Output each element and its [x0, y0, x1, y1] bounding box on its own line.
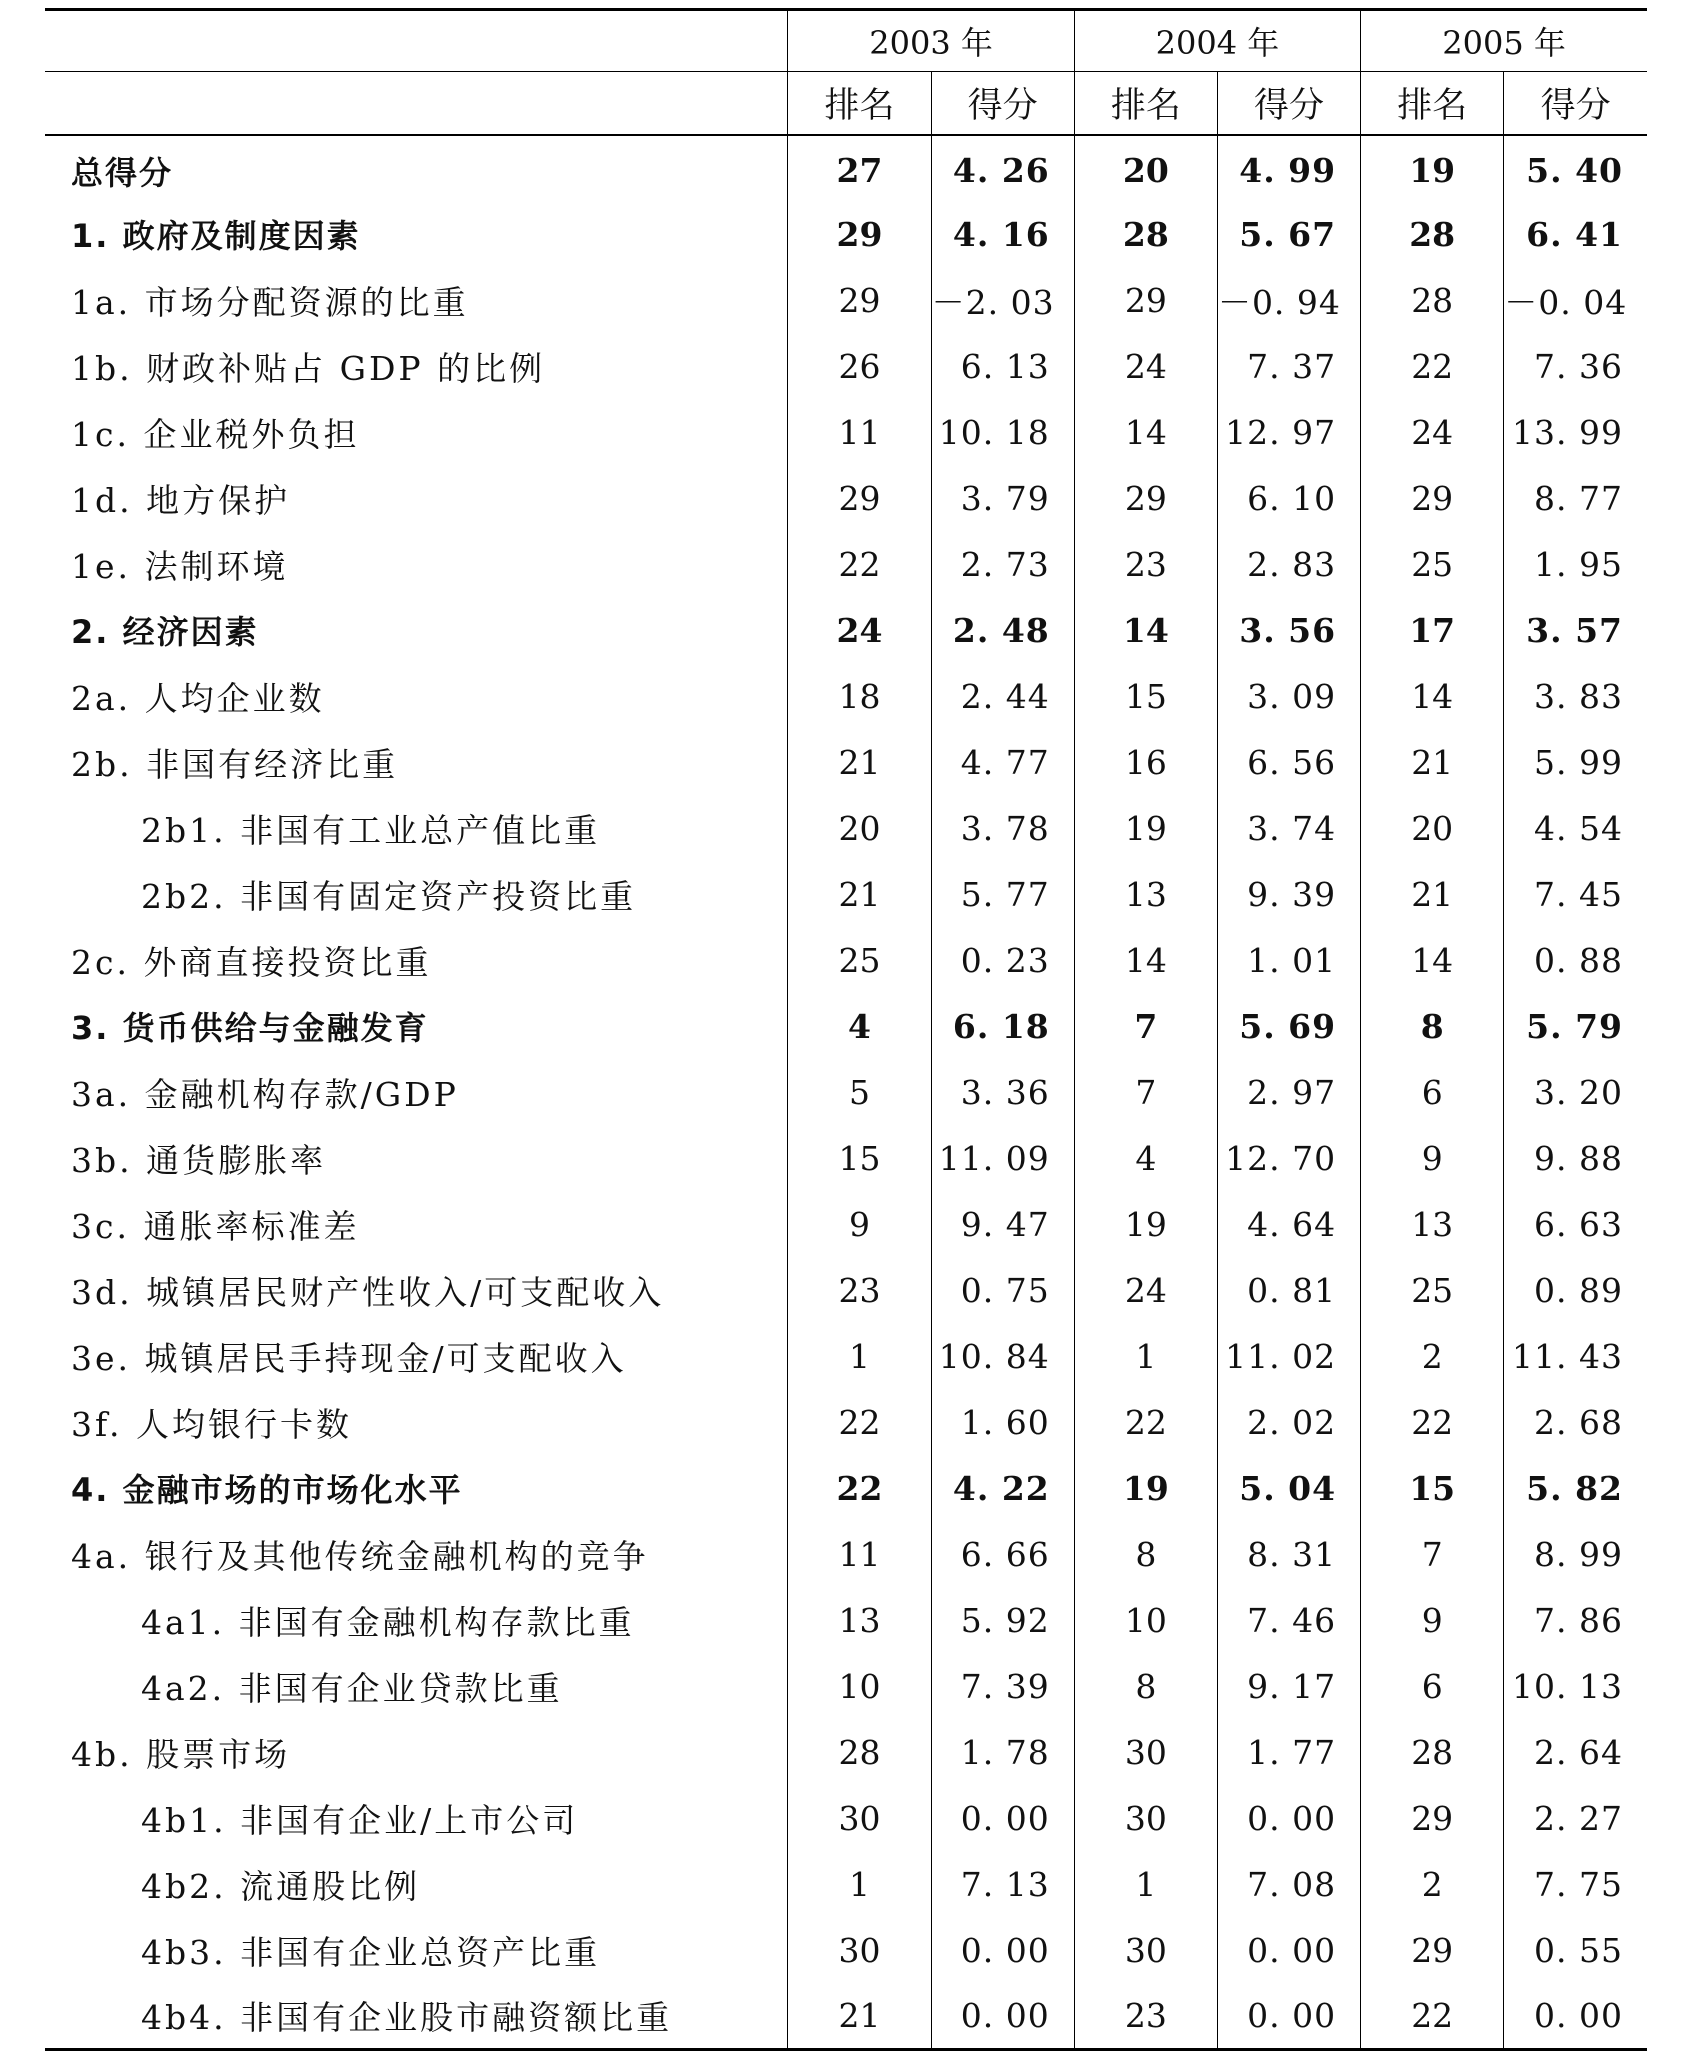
- rank-cell: 22: [788, 1455, 931, 1521]
- rank-cell: 26: [788, 333, 931, 399]
- score-cell: 0. 88: [1504, 927, 1647, 993]
- row-label: 4a1. 非国有金融机构存款比重: [141, 1602, 635, 1642]
- rank-cell: 9: [1361, 1125, 1504, 1191]
- rank-cell: 4: [1074, 1125, 1217, 1191]
- rank-cell: 22: [1074, 1389, 1217, 1455]
- score-cell: 11. 43: [1504, 1323, 1647, 1389]
- row-label: 3d. 城镇居民财产性收入/可支配收入: [71, 1272, 665, 1312]
- rank-cell: 1: [788, 1851, 931, 1917]
- rank-cell: 30: [1074, 1917, 1217, 1983]
- rank-cell: 20: [1074, 135, 1217, 201]
- row-label: 1. 政府及制度因素: [71, 217, 361, 255]
- rank-cell: 23: [1074, 531, 1217, 597]
- rank-cell: 15: [1074, 663, 1217, 729]
- score-cell: 2. 27: [1504, 1785, 1647, 1851]
- rank-cell: 30: [1074, 1785, 1217, 1851]
- score-cell: 5. 69: [1217, 993, 1360, 1059]
- score-cell: 10. 13: [1504, 1653, 1647, 1719]
- score-cell: 9. 88: [1504, 1125, 1647, 1191]
- row-label: 3. 货币供给与金融发育: [71, 1009, 429, 1047]
- table-row: [45, 663, 1647, 729]
- score-cell: 7. 37: [1217, 333, 1360, 399]
- score-cell: 4. 54: [1504, 795, 1647, 861]
- table-row: [45, 1785, 1647, 1851]
- row-label: 1e. 法制环境: [71, 546, 289, 586]
- rank-cell: 28: [1074, 201, 1217, 267]
- table-row: [45, 399, 1647, 465]
- subheader-rank: 排名: [1074, 72, 1217, 136]
- row-label: 3c. 通胀率标准差: [71, 1206, 360, 1246]
- score-cell: 0. 00: [1217, 1917, 1360, 1983]
- rank-cell: 1: [1074, 1851, 1217, 1917]
- score-table-container: [45, 8, 1647, 2051]
- rank-cell: 27: [788, 135, 931, 201]
- rank-cell: 21: [788, 729, 931, 795]
- rank-cell: 19: [1361, 135, 1504, 201]
- score-cell: 11. 09: [931, 1125, 1074, 1191]
- table-row: [45, 135, 1647, 201]
- row-label: 1c. 企业税外负担: [71, 414, 360, 454]
- score-cell: 0. 00: [1217, 1785, 1360, 1851]
- table-row: [45, 1521, 1647, 1587]
- row-label: 3f. 人均银行卡数: [71, 1404, 353, 1444]
- rank-cell: 24: [1074, 1257, 1217, 1323]
- table-row: [45, 1653, 1647, 1719]
- score-cell: 1. 77: [1217, 1719, 1360, 1785]
- score-cell: 5. 67: [1217, 201, 1360, 267]
- table-row: [45, 993, 1647, 1059]
- rank-cell: 25: [788, 927, 931, 993]
- rank-cell: 21: [1361, 729, 1504, 795]
- rank-cell: 6: [1361, 1059, 1504, 1125]
- header-corner: [45, 10, 788, 72]
- score-cell: 3. 56: [1217, 597, 1360, 663]
- table-row: [45, 1389, 1647, 1455]
- score-cell: 10. 84: [931, 1323, 1074, 1389]
- rank-cell: 11: [788, 1521, 931, 1587]
- rank-cell: 9: [788, 1191, 931, 1257]
- rank-cell: 5: [788, 1059, 931, 1125]
- rank-cell: 10: [788, 1653, 931, 1719]
- rank-cell: 29: [788, 201, 931, 267]
- rank-cell: 19: [1074, 1455, 1217, 1521]
- row-label: 2b1. 非国有工业总产值比重: [141, 810, 601, 850]
- rank-cell: 29: [788, 465, 931, 531]
- score-cell: 4. 16: [931, 201, 1074, 267]
- rank-cell: 21: [788, 1983, 931, 2049]
- score-cell: 7. 13: [931, 1851, 1074, 1917]
- table-header: [45, 10, 1647, 136]
- rank-cell: 21: [1361, 861, 1504, 927]
- score-cell: 3. 36: [931, 1059, 1074, 1125]
- row-label: 4b2. 流通股比例: [141, 1866, 421, 1906]
- table-row: [45, 465, 1647, 531]
- rank-cell: 17: [1361, 597, 1504, 663]
- year-header-2004: 2004 年: [1074, 10, 1360, 72]
- score-cell: 12. 70: [1217, 1125, 1360, 1191]
- rank-cell: 14: [1361, 663, 1504, 729]
- score-cell: 11. 02: [1217, 1323, 1360, 1389]
- rank-cell: 2: [1361, 1851, 1504, 1917]
- score-cell: －0. 04: [1504, 267, 1647, 333]
- table-row: [45, 1587, 1647, 1653]
- score-cell: 2. 97: [1217, 1059, 1360, 1125]
- rank-cell: 24: [788, 597, 931, 663]
- row-label: 4a2. 非国有企业贷款比重: [141, 1668, 563, 1708]
- rank-cell: 29: [1361, 1785, 1504, 1851]
- rank-cell: 14: [1074, 597, 1217, 663]
- subheader-score: 得分: [1504, 72, 1647, 136]
- rank-cell: 30: [788, 1917, 931, 1983]
- table-row: [45, 861, 1647, 927]
- rank-cell: 13: [1361, 1191, 1504, 1257]
- row-label: 1b. 财政补贴占 GDP 的比例: [71, 348, 546, 388]
- row-label: 4a. 银行及其他传统金融机构的竞争: [71, 1536, 649, 1576]
- rank-cell: 13: [788, 1587, 931, 1653]
- rank-cell: 28: [1361, 267, 1504, 333]
- table-row: [45, 1917, 1647, 1983]
- rank-cell: 28: [1361, 201, 1504, 267]
- rank-cell: 28: [1361, 1719, 1504, 1785]
- score-cell: 2. 64: [1504, 1719, 1647, 1785]
- table-row: [45, 333, 1647, 399]
- score-cell: 5. 79: [1504, 993, 1647, 1059]
- score-cell: 5. 82: [1504, 1455, 1647, 1521]
- table-row: [45, 729, 1647, 795]
- table-row: [45, 1719, 1647, 1785]
- rank-cell: 8: [1361, 993, 1504, 1059]
- score-cell: 13. 99: [1504, 399, 1647, 465]
- rank-cell: 22: [788, 1389, 931, 1455]
- score-cell: 12. 97: [1217, 399, 1360, 465]
- rank-cell: 15: [788, 1125, 931, 1191]
- score-cell: 0. 00: [931, 1917, 1074, 1983]
- score-cell: 4. 77: [931, 729, 1074, 795]
- rank-cell: 22: [1361, 333, 1504, 399]
- score-cell: 2. 83: [1217, 531, 1360, 597]
- table-row: [45, 1851, 1647, 1917]
- score-cell: 6. 13: [931, 333, 1074, 399]
- rank-cell: 8: [1074, 1521, 1217, 1587]
- table-row: [45, 1455, 1647, 1521]
- table-row: [45, 597, 1647, 663]
- score-cell: 3. 57: [1504, 597, 1647, 663]
- table-row: [45, 1323, 1647, 1389]
- rank-cell: 29: [1074, 465, 1217, 531]
- rank-cell: 20: [788, 795, 931, 861]
- row-label: 4b4. 非国有企业股市融资额比重: [141, 1997, 673, 2037]
- row-label: 3a. 金融机构存款/GDP: [71, 1074, 459, 1114]
- rank-cell: 29: [1074, 267, 1217, 333]
- score-cell: 2. 73: [931, 531, 1074, 597]
- table-row: [45, 1257, 1647, 1323]
- subheader-score: 得分: [1217, 72, 1360, 136]
- rank-cell: 14: [1361, 927, 1504, 993]
- table-body: [45, 135, 1647, 2049]
- score-cell: 0. 00: [1217, 1983, 1360, 2049]
- score-cell: 1. 60: [931, 1389, 1074, 1455]
- table-row: [45, 531, 1647, 597]
- subheader-row: [45, 72, 1647, 136]
- year-header-row: [45, 10, 1647, 72]
- rank-cell: 13: [1074, 861, 1217, 927]
- table-row: [45, 1191, 1647, 1257]
- table-row: [45, 1125, 1647, 1191]
- score-cell: 5. 99: [1504, 729, 1647, 795]
- score-cell: 7. 36: [1504, 333, 1647, 399]
- rank-cell: 6: [1361, 1653, 1504, 1719]
- score-cell: 7. 08: [1217, 1851, 1360, 1917]
- rank-cell: 23: [788, 1257, 931, 1323]
- score-cell: 2. 68: [1504, 1389, 1647, 1455]
- rank-cell: 18: [788, 663, 931, 729]
- score-cell: －2. 03: [931, 267, 1074, 333]
- score-cell: 4. 26: [931, 135, 1074, 201]
- score-cell: 9. 17: [1217, 1653, 1360, 1719]
- rank-cell: 7: [1074, 993, 1217, 1059]
- score-cell: 2. 02: [1217, 1389, 1360, 1455]
- score-cell: 5. 77: [931, 861, 1074, 927]
- score-cell: 7. 75: [1504, 1851, 1647, 1917]
- score-cell: 3. 20: [1504, 1059, 1647, 1125]
- row-label: 1a. 市场分配资源的比重: [71, 282, 469, 322]
- row-label: 3b. 通货膨胀率: [71, 1140, 327, 1180]
- rank-cell: 22: [1361, 1389, 1504, 1455]
- rank-cell: 9: [1361, 1587, 1504, 1653]
- score-cell: 3. 74: [1217, 795, 1360, 861]
- rank-cell: 29: [788, 267, 931, 333]
- score-cell: 0. 89: [1504, 1257, 1647, 1323]
- rank-cell: 1: [788, 1323, 931, 1389]
- subheader-corner: [45, 72, 788, 136]
- score-cell: 5. 40: [1504, 135, 1647, 201]
- row-label: 4b1. 非国有企业/上市公司: [141, 1800, 579, 1840]
- row-label: 4. 金融市场的市场化水平: [71, 1471, 463, 1509]
- score-cell: 10. 18: [931, 399, 1074, 465]
- row-label: 总得分: [71, 153, 174, 192]
- rank-cell: 20: [1361, 795, 1504, 861]
- rank-cell: 10: [1074, 1587, 1217, 1653]
- rank-cell: 23: [1074, 1983, 1217, 2049]
- rank-cell: 21: [788, 861, 931, 927]
- score-cell: 9. 39: [1217, 861, 1360, 927]
- score-cell: 3. 79: [931, 465, 1074, 531]
- score-cell: 8. 77: [1504, 465, 1647, 531]
- rank-cell: 8: [1074, 1653, 1217, 1719]
- row-label: 3e. 城镇居民手持现金/可支配收入: [71, 1338, 627, 1378]
- row-label: 4b. 股票市场: [71, 1734, 291, 1774]
- rank-cell: 1: [1074, 1323, 1217, 1389]
- rank-cell: 19: [1074, 795, 1217, 861]
- score-cell: 0. 75: [931, 1257, 1074, 1323]
- score-cell: 7. 39: [931, 1653, 1074, 1719]
- score-cell: 6. 18: [931, 993, 1074, 1059]
- table-row: [45, 1983, 1647, 2049]
- rank-cell: 25: [1361, 1257, 1504, 1323]
- table-row: [45, 795, 1647, 861]
- score-cell: 8. 99: [1504, 1521, 1647, 1587]
- score-cell: 9. 47: [931, 1191, 1074, 1257]
- rank-cell: 7: [1074, 1059, 1217, 1125]
- score-cell: 6. 41: [1504, 201, 1647, 267]
- score-cell: 6. 63: [1504, 1191, 1647, 1257]
- rank-cell: 7: [1361, 1521, 1504, 1587]
- rank-cell: 28: [788, 1719, 931, 1785]
- rank-cell: 22: [788, 531, 931, 597]
- rank-cell: 15: [1361, 1455, 1504, 1521]
- score-cell: 5. 92: [931, 1587, 1074, 1653]
- rank-cell: 16: [1074, 729, 1217, 795]
- table-row: [45, 201, 1647, 267]
- table-row: [45, 267, 1647, 333]
- score-cell: 6. 10: [1217, 465, 1360, 531]
- score-cell: 1. 95: [1504, 531, 1647, 597]
- rank-cell: 24: [1361, 399, 1504, 465]
- row-label: 2b2. 非国有固定资产投资比重: [141, 876, 637, 916]
- table-row: [45, 927, 1647, 993]
- row-label: 2c. 外商直接投资比重: [71, 942, 432, 982]
- score-cell: 8. 31: [1217, 1521, 1360, 1587]
- score-cell: 7. 46: [1217, 1587, 1360, 1653]
- rank-cell: 25: [1361, 531, 1504, 597]
- rank-cell: 24: [1074, 333, 1217, 399]
- subheader-rank: 排名: [788, 72, 931, 136]
- year-header-2005: 2005 年: [1361, 10, 1647, 72]
- score-cell: 3. 83: [1504, 663, 1647, 729]
- rank-cell: 29: [1361, 465, 1504, 531]
- score-cell: 0. 81: [1217, 1257, 1360, 1323]
- rank-cell: 4: [788, 993, 931, 1059]
- score-cell: 3. 09: [1217, 663, 1360, 729]
- score-cell: 6. 66: [931, 1521, 1074, 1587]
- row-label: 1d. 地方保护: [71, 480, 291, 520]
- score-cell: 4. 64: [1217, 1191, 1360, 1257]
- row-label: 2a. 人均企业数: [71, 678, 325, 718]
- score-cell: 5. 04: [1217, 1455, 1360, 1521]
- table-row: [45, 1059, 1647, 1125]
- rank-cell: 14: [1074, 399, 1217, 465]
- score-cell: 7. 86: [1504, 1587, 1647, 1653]
- score-cell: 0. 00: [931, 1983, 1074, 2049]
- score-cell: －0. 94: [1217, 267, 1360, 333]
- subheader-score: 得分: [931, 72, 1074, 136]
- score-cell: 4. 99: [1217, 135, 1360, 201]
- row-label: 2b. 非国有经济比重: [71, 744, 399, 784]
- score-table: [45, 8, 1647, 2051]
- rank-cell: 30: [788, 1785, 931, 1851]
- subheader-rank: 排名: [1361, 72, 1504, 136]
- rank-cell: 2: [1361, 1323, 1504, 1389]
- score-cell: 2. 48: [931, 597, 1074, 663]
- score-cell: 4. 22: [931, 1455, 1074, 1521]
- score-cell: 0. 23: [931, 927, 1074, 993]
- rank-cell: 29: [1361, 1917, 1504, 1983]
- score-cell: 0. 55: [1504, 1917, 1647, 1983]
- rank-cell: 11: [788, 399, 931, 465]
- rank-cell: 14: [1074, 927, 1217, 993]
- score-cell: 1. 01: [1217, 927, 1360, 993]
- score-cell: 6. 56: [1217, 729, 1360, 795]
- score-cell: 2. 44: [931, 663, 1074, 729]
- year-header-2003: 2003 年: [788, 10, 1074, 72]
- score-cell: 0. 00: [931, 1785, 1074, 1851]
- row-label: 2. 经济因素: [71, 613, 259, 651]
- score-cell: 7. 45: [1504, 861, 1647, 927]
- score-cell: 1. 78: [931, 1719, 1074, 1785]
- rank-cell: 19: [1074, 1191, 1217, 1257]
- score-cell: 3. 78: [931, 795, 1074, 861]
- rank-cell: 22: [1361, 1983, 1504, 2049]
- rank-cell: 30: [1074, 1719, 1217, 1785]
- score-cell: 0. 00: [1504, 1983, 1647, 2049]
- row-label: 4b3. 非国有企业总资产比重: [141, 1932, 601, 1972]
